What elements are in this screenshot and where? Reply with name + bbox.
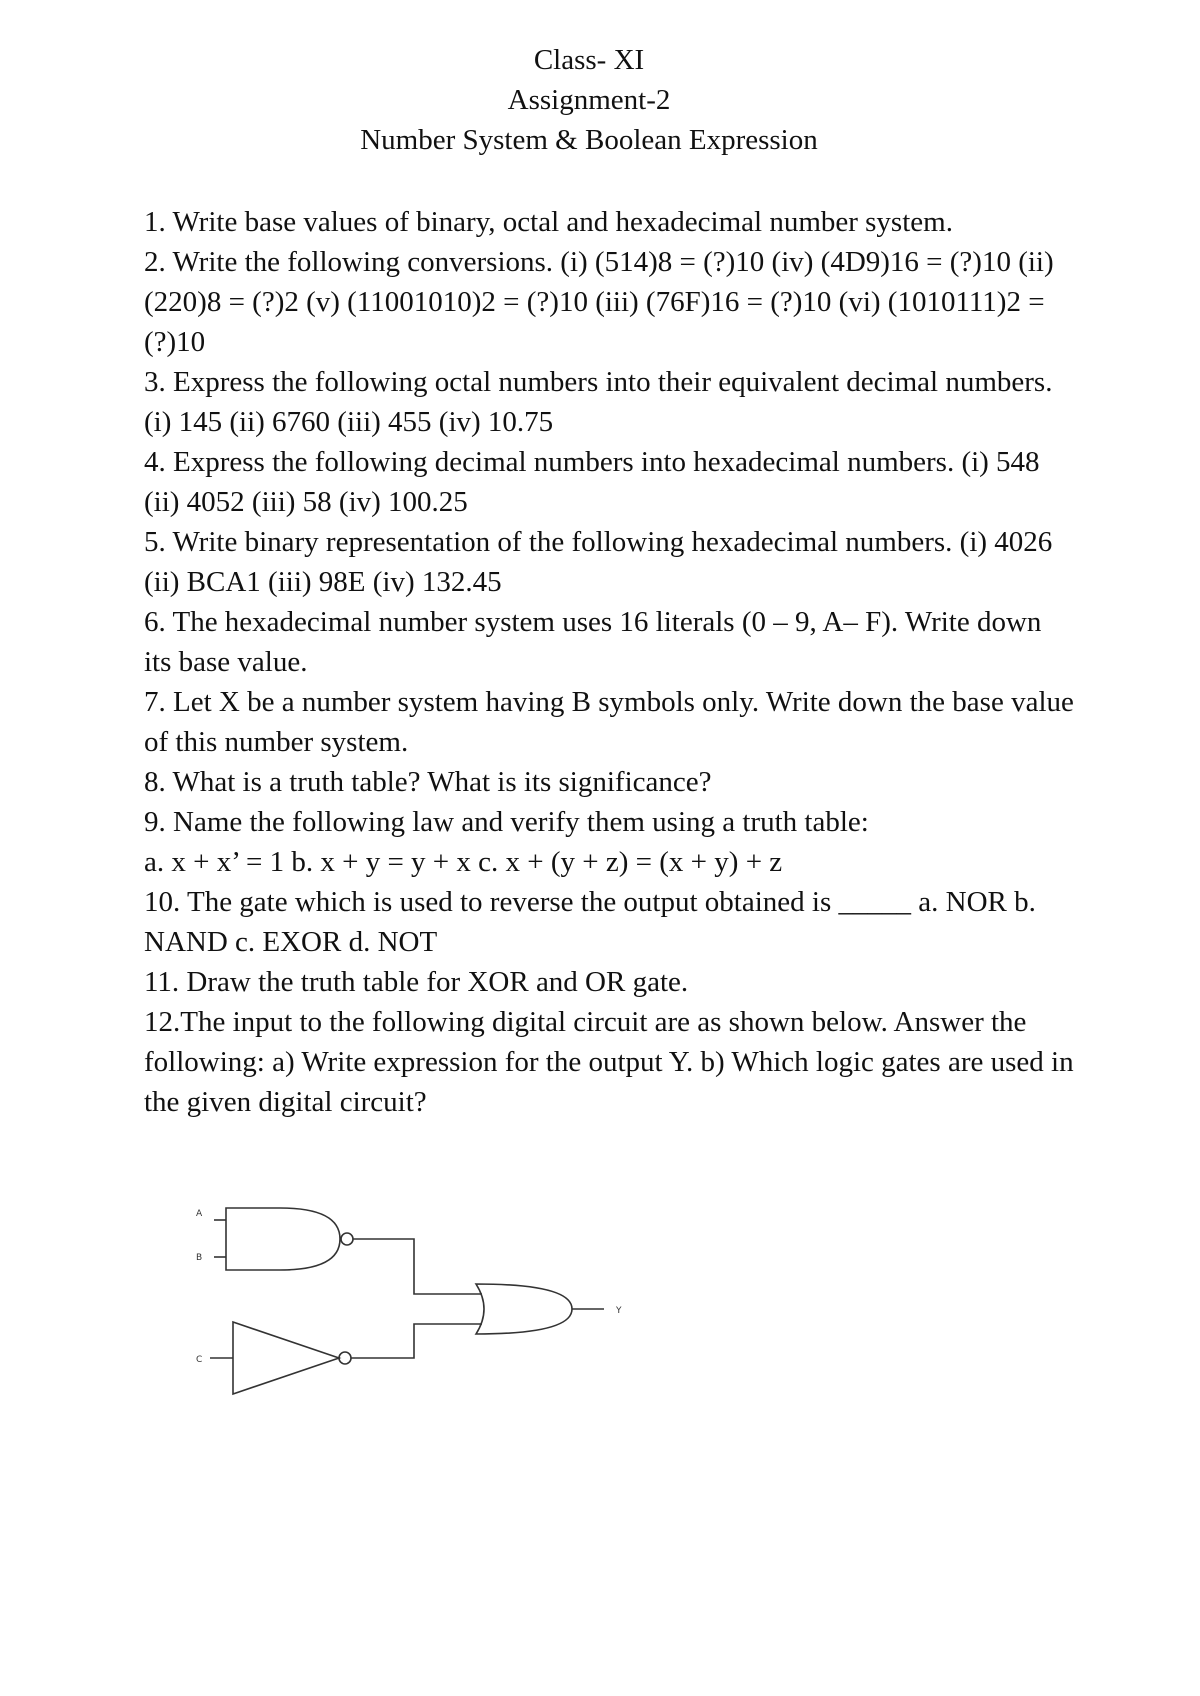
question-12: 12.The input to the following digital circuit are as shown below. Answer the following: a) Write expression for the output Y. b) Which logic gates are used in the given digital circuit?: [144, 1006, 1074, 1118]
question-10: 10. The gate which is used to reverse the output obtained is _____ a. NOR b. NAND c. EXOR d. NOT: [144, 886, 1036, 958]
question-5: 5. Write binary representation of the following hexadecimal numbers. (i) 4026 (ii) BCA1 (iii) 98E (iv) 132.45: [144, 526, 1053, 598]
question-9: 9. Name the following law and verify them using a truth table:: [144, 806, 869, 838]
question-11: 11. Draw the truth table for XOR and OR gate.: [144, 966, 689, 998]
or-gate: [476, 1284, 572, 1334]
wire-not-out: [351, 1324, 482, 1358]
question-4: 4. Express the following decimal numbers into hexadecimal numbers. (i) 548 (ii) 4052 (iii) 58 (iv) 100.25: [144, 446, 1040, 518]
label-b: B: [196, 1253, 203, 1263]
nand-gate: [226, 1208, 340, 1270]
document-header: [0, 40, 1178, 160]
question-8: 8. What is a truth table? What is its significance?: [144, 766, 712, 798]
not-gate: [233, 1322, 339, 1394]
question-1: 1. Write base values of binary, octal and hexadecimal number system.: [144, 206, 953, 238]
question-3: 3. Express the following octal numbers into their equivalent decimal numbers. (i) 145 (ii) 6760 (iii) 455 (iv) 10.75: [144, 366, 1053, 438]
nand-bubble: [341, 1233, 353, 1245]
label-c: C: [196, 1355, 203, 1365]
label-y: Y: [616, 1306, 622, 1316]
question-list: [144, 202, 1074, 1122]
question-7: 7. Let X be a number system having B symbols only. Write down the base value of this number system.: [144, 686, 1074, 758]
question-9-laws: a. x + x’ = 1 b. x + y = y + x c. x + (y + z) = (x + y) + z: [144, 846, 783, 878]
question-6: 6. The hexadecimal number system uses 16 literals (0 – 9, A– F). Write down its base value.: [144, 606, 1042, 678]
question-2: 2. Write the following conversions. (i) (514)8 = (?)10 (iv) (4D9)16 = (?)10 (ii) (220)8 = (?)2 (v) (11001010)2 = (?)10 (iii) (76F)16 = (?)10 (vi) (1010111)2 = (?)10: [144, 246, 1054, 358]
label-a: A: [196, 1209, 203, 1219]
logic-circuit-diagram: [180, 1190, 650, 1410]
wire-nand-out: [353, 1239, 482, 1294]
assignment-line: Assignment-2: [507, 84, 671, 116]
class-line: Class- XI: [533, 44, 645, 76]
topic-line: Number System & Boolean Expression: [360, 124, 818, 156]
